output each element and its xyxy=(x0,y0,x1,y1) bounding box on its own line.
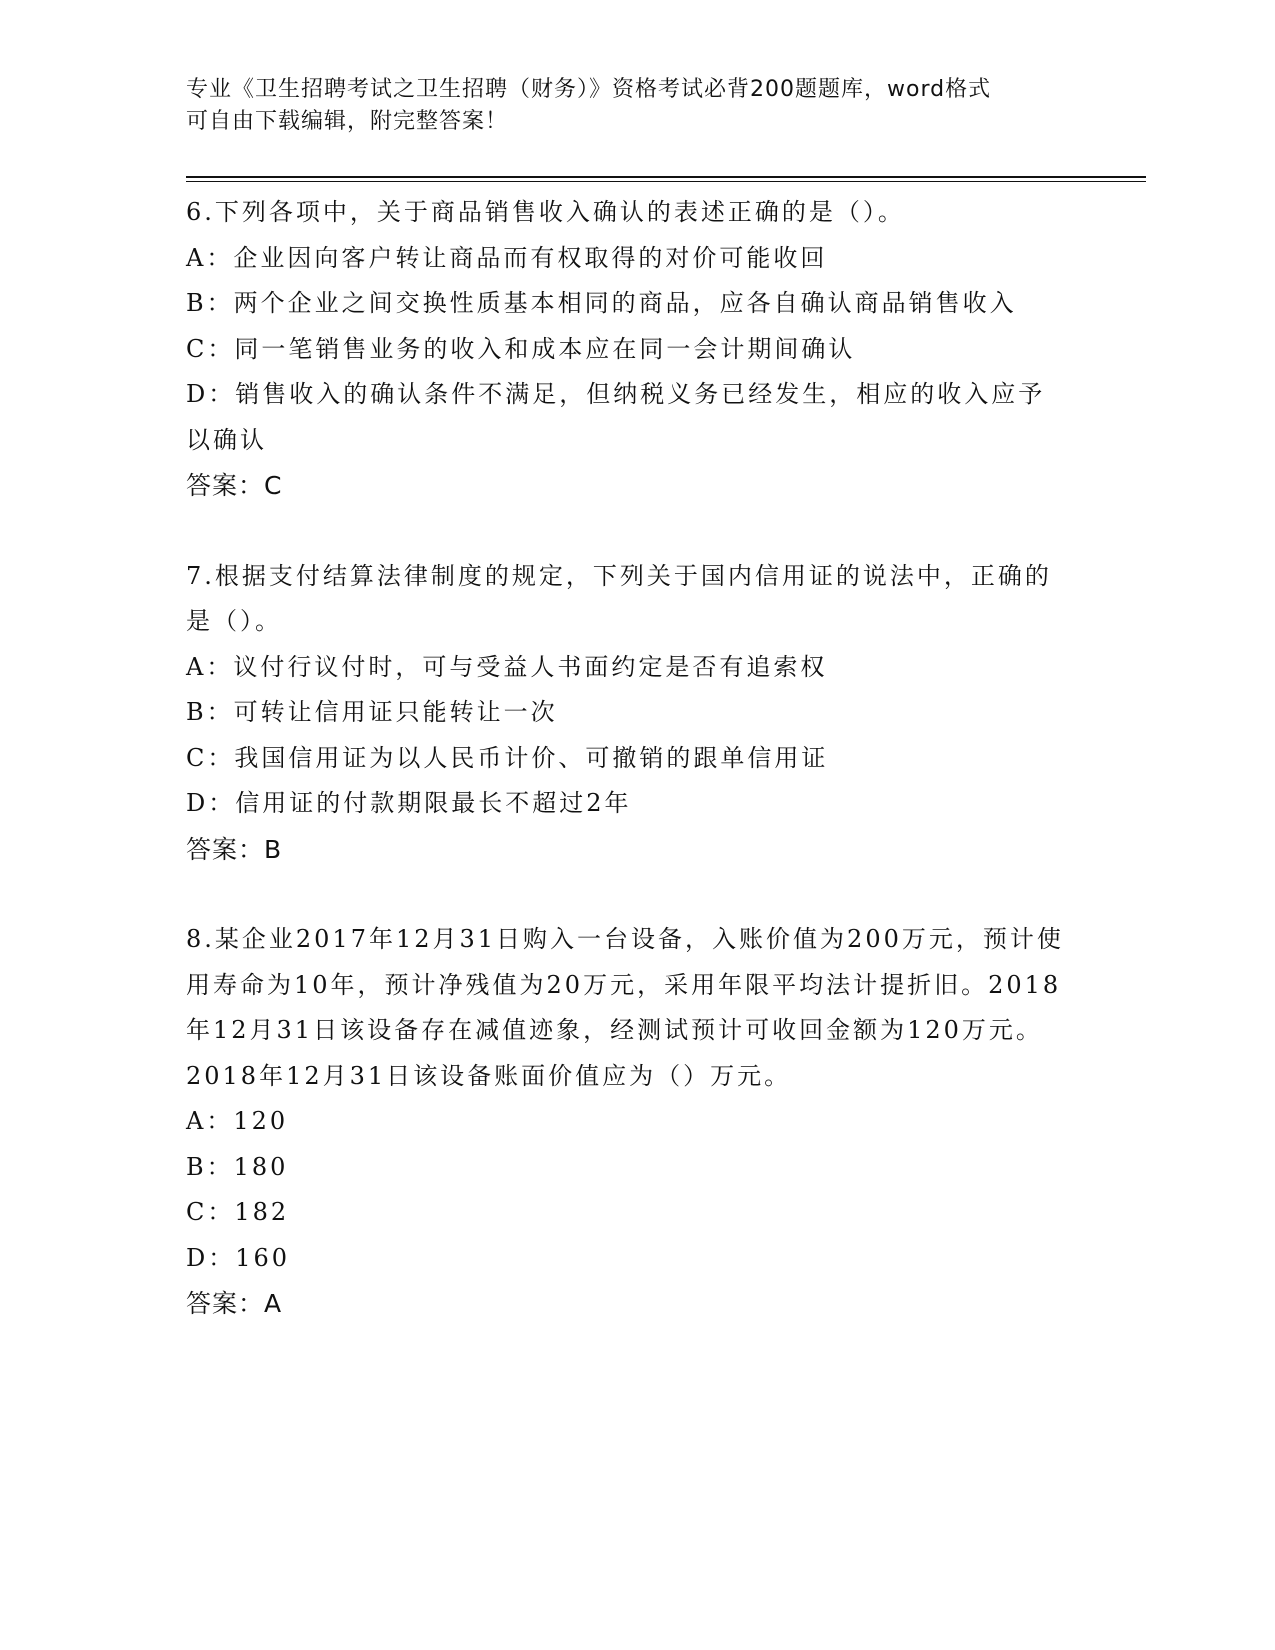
header-line-2: 可自由下载编辑，附完整答案！ xyxy=(186,109,509,134)
answer: 答案：B xyxy=(186,834,283,864)
option-c: C：182 xyxy=(186,1198,290,1226)
option-d: D：160 xyxy=(186,1243,291,1272)
option-d: D：销售收入的确认条件不满足，但纳税义务已经发生，相应的收入应予以确认 xyxy=(186,380,1046,454)
option-a: A：议付行议付时，可与受益人书面约定是否有追索权 xyxy=(186,652,828,681)
header-divider-thin xyxy=(186,181,1146,182)
question-6 xyxy=(186,190,1066,509)
question-text: 8.某企业2017年12月31日购入一台设备，入账价值为200万元，预计使用寿命为10年，预计净残值为20万元，采用年限平均法计提折旧。2018年12月31日该设备存在减值迹象，经测试预计可收回金额为120万元。2018年12月31日该设备账面价值应为（）万元。 xyxy=(186,925,1064,1090)
header-divider-thick xyxy=(186,176,1146,178)
option-d: D：信用证的付款期限最长不超过2年 xyxy=(186,789,632,817)
header-line-1: 专业《卫生招聘考试之卫生招聘（财务）》资格考试必背200题题库，word格式 xyxy=(186,77,992,102)
option-b: B：可转让信用证只能转让一次 xyxy=(186,698,558,726)
question-text: 7.根据支付结算法律制度的规定，下列关于国内信用证的说法中，正确的是（）。 xyxy=(186,561,1052,635)
option-b: B：两个企业之间交换性质基本相同的商品，应各自确认商品销售收入 xyxy=(186,289,1017,317)
answer: 答案：C xyxy=(186,471,283,500)
option-a: A：企业因向客户转让商品而有权取得的对价可能收回 xyxy=(186,243,828,272)
option-c: C：同一笔销售业务的收入和成本应在同一会计期间确认 xyxy=(186,334,856,363)
option-a: A：120 xyxy=(186,1107,289,1135)
option-b: B：180 xyxy=(186,1152,289,1181)
question-7 xyxy=(186,554,1066,873)
answer: 答案：A xyxy=(186,1289,283,1318)
question-list xyxy=(186,190,1066,1327)
question-8 xyxy=(186,917,1066,1327)
option-c: C：我国信用证为以人民币计价、可撤销的跟单信用证 xyxy=(186,743,829,772)
document-header xyxy=(186,74,1066,138)
question-text: 6.下列各项中，关于商品销售收入确认的表述正确的是（）。 xyxy=(186,198,905,226)
